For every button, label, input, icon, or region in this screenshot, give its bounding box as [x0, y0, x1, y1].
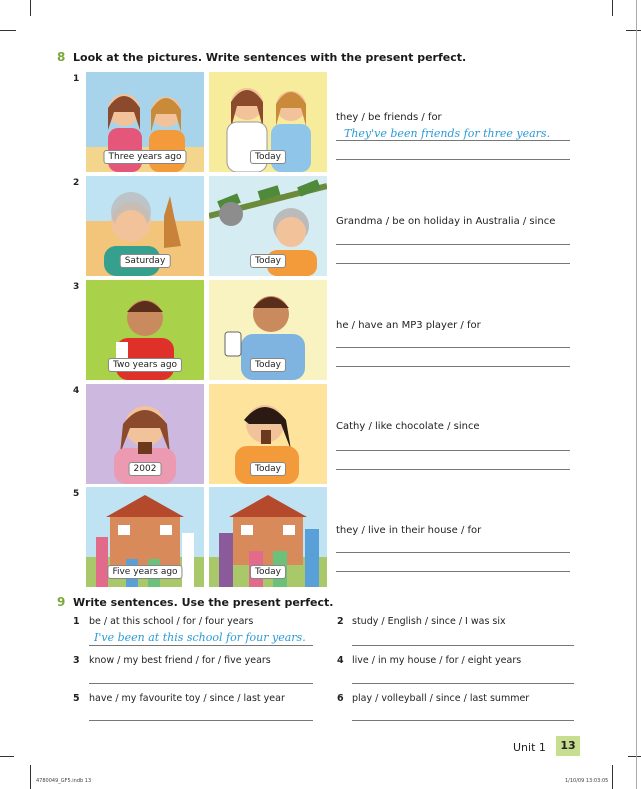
picture-row4-before [86, 384, 204, 484]
answer-line[interactable] [89, 683, 313, 684]
picture-caption: Five years ago [107, 565, 182, 579]
picture-caption: Saturday [120, 254, 171, 268]
crop-mark [0, 756, 14, 757]
exercise-number: 2 [337, 616, 344, 627]
crop-mark [30, 0, 31, 16]
exercise-prompt: play / volleyball / since / last summer [352, 693, 530, 704]
answer-line[interactable] [336, 469, 570, 470]
answer-line[interactable] [352, 645, 574, 646]
exercise-prompt: have / my favourite toy / since / last year [89, 693, 285, 704]
row-number: 2 [73, 178, 80, 188]
exercise-number: 3 [73, 655, 80, 666]
picture-caption: Three years ago [103, 150, 186, 164]
picture-row3-before [86, 280, 204, 380]
answer-line[interactable] [89, 645, 313, 646]
print-slug-left: 4780049_GF5.indb 13 [36, 778, 92, 784]
answer-line[interactable] [336, 159, 570, 160]
picture-row4-today [209, 384, 327, 484]
row-number: 5 [73, 489, 80, 499]
crop-mark [0, 30, 16, 31]
picture-row1-before [86, 72, 204, 172]
exercise-prompt: be / at this school / for / four years [89, 616, 254, 627]
prompt-text: he / have an MP3 player / for [336, 320, 481, 331]
picture-caption: 2002 [129, 462, 162, 476]
picture-row5-today [209, 487, 327, 587]
answer-line[interactable] [336, 347, 570, 348]
answer-line[interactable] [89, 720, 313, 721]
crop-mark [612, 0, 613, 16]
exercise-number: 4 [337, 655, 344, 666]
picture-row1-today [209, 72, 327, 172]
crop-mark [30, 765, 31, 789]
answer-line[interactable] [352, 720, 574, 721]
picture-row2-today [209, 176, 327, 276]
section-8-number: 8 [57, 50, 66, 64]
answer-line[interactable] [336, 140, 570, 141]
picture-caption: Today [250, 565, 286, 579]
page-edge [636, 0, 637, 789]
answer-line[interactable] [336, 366, 570, 367]
exercise-number: 5 [73, 693, 80, 704]
picture-row3-today [209, 280, 327, 380]
picture-caption: Two years ago [108, 358, 182, 372]
picture-caption: Today [250, 358, 286, 372]
answer-line[interactable] [336, 571, 570, 572]
picture-row2-before [86, 176, 204, 276]
exercise-prompt: know / my best friend / for / five years [89, 655, 271, 666]
section-9-number: 9 [57, 595, 66, 609]
picture-caption: Today [250, 254, 286, 268]
row-number: 3 [73, 282, 80, 292]
page-number: 13 [556, 736, 580, 756]
picture-caption: Today [250, 462, 286, 476]
answer-line[interactable] [336, 552, 570, 553]
answer-line[interactable] [336, 450, 570, 451]
example-answer: They've been friends for three years. [344, 127, 551, 140]
print-slug-right: 1/10/09 13:03:05 [565, 778, 609, 784]
picture-caption: Today [250, 150, 286, 164]
crop-mark [626, 30, 641, 31]
answer-line[interactable] [336, 263, 570, 264]
picture-row5-before [86, 487, 204, 587]
exercise-prompt: study / English / since / I was six [352, 616, 506, 627]
answer-line[interactable] [336, 244, 570, 245]
row-number: 4 [73, 386, 80, 396]
exercise-prompt: live / in my house / for / eight years [352, 655, 522, 666]
prompt-text: they / be friends / for [336, 112, 442, 123]
example-answer: I've been at this school for four years. [94, 631, 306, 644]
exercise-number: 1 [73, 616, 80, 627]
crop-mark [628, 756, 641, 757]
prompt-text: Cathy / like chocolate / since [336, 421, 480, 432]
section-9-title: Write sentences. Use the present perfect. [73, 596, 334, 609]
prompt-text: Grandma / be on holiday in Australia / since [336, 216, 556, 227]
exercise-number: 6 [337, 693, 344, 704]
crop-mark [612, 765, 613, 789]
row-number: 1 [73, 74, 80, 84]
prompt-text: they / live in their house / for [336, 525, 482, 536]
answer-line[interactable] [352, 683, 574, 684]
section-8-title: Look at the pictures. Write sentences with the present perfect. [73, 51, 467, 64]
unit-label: Unit 1 [513, 741, 546, 754]
